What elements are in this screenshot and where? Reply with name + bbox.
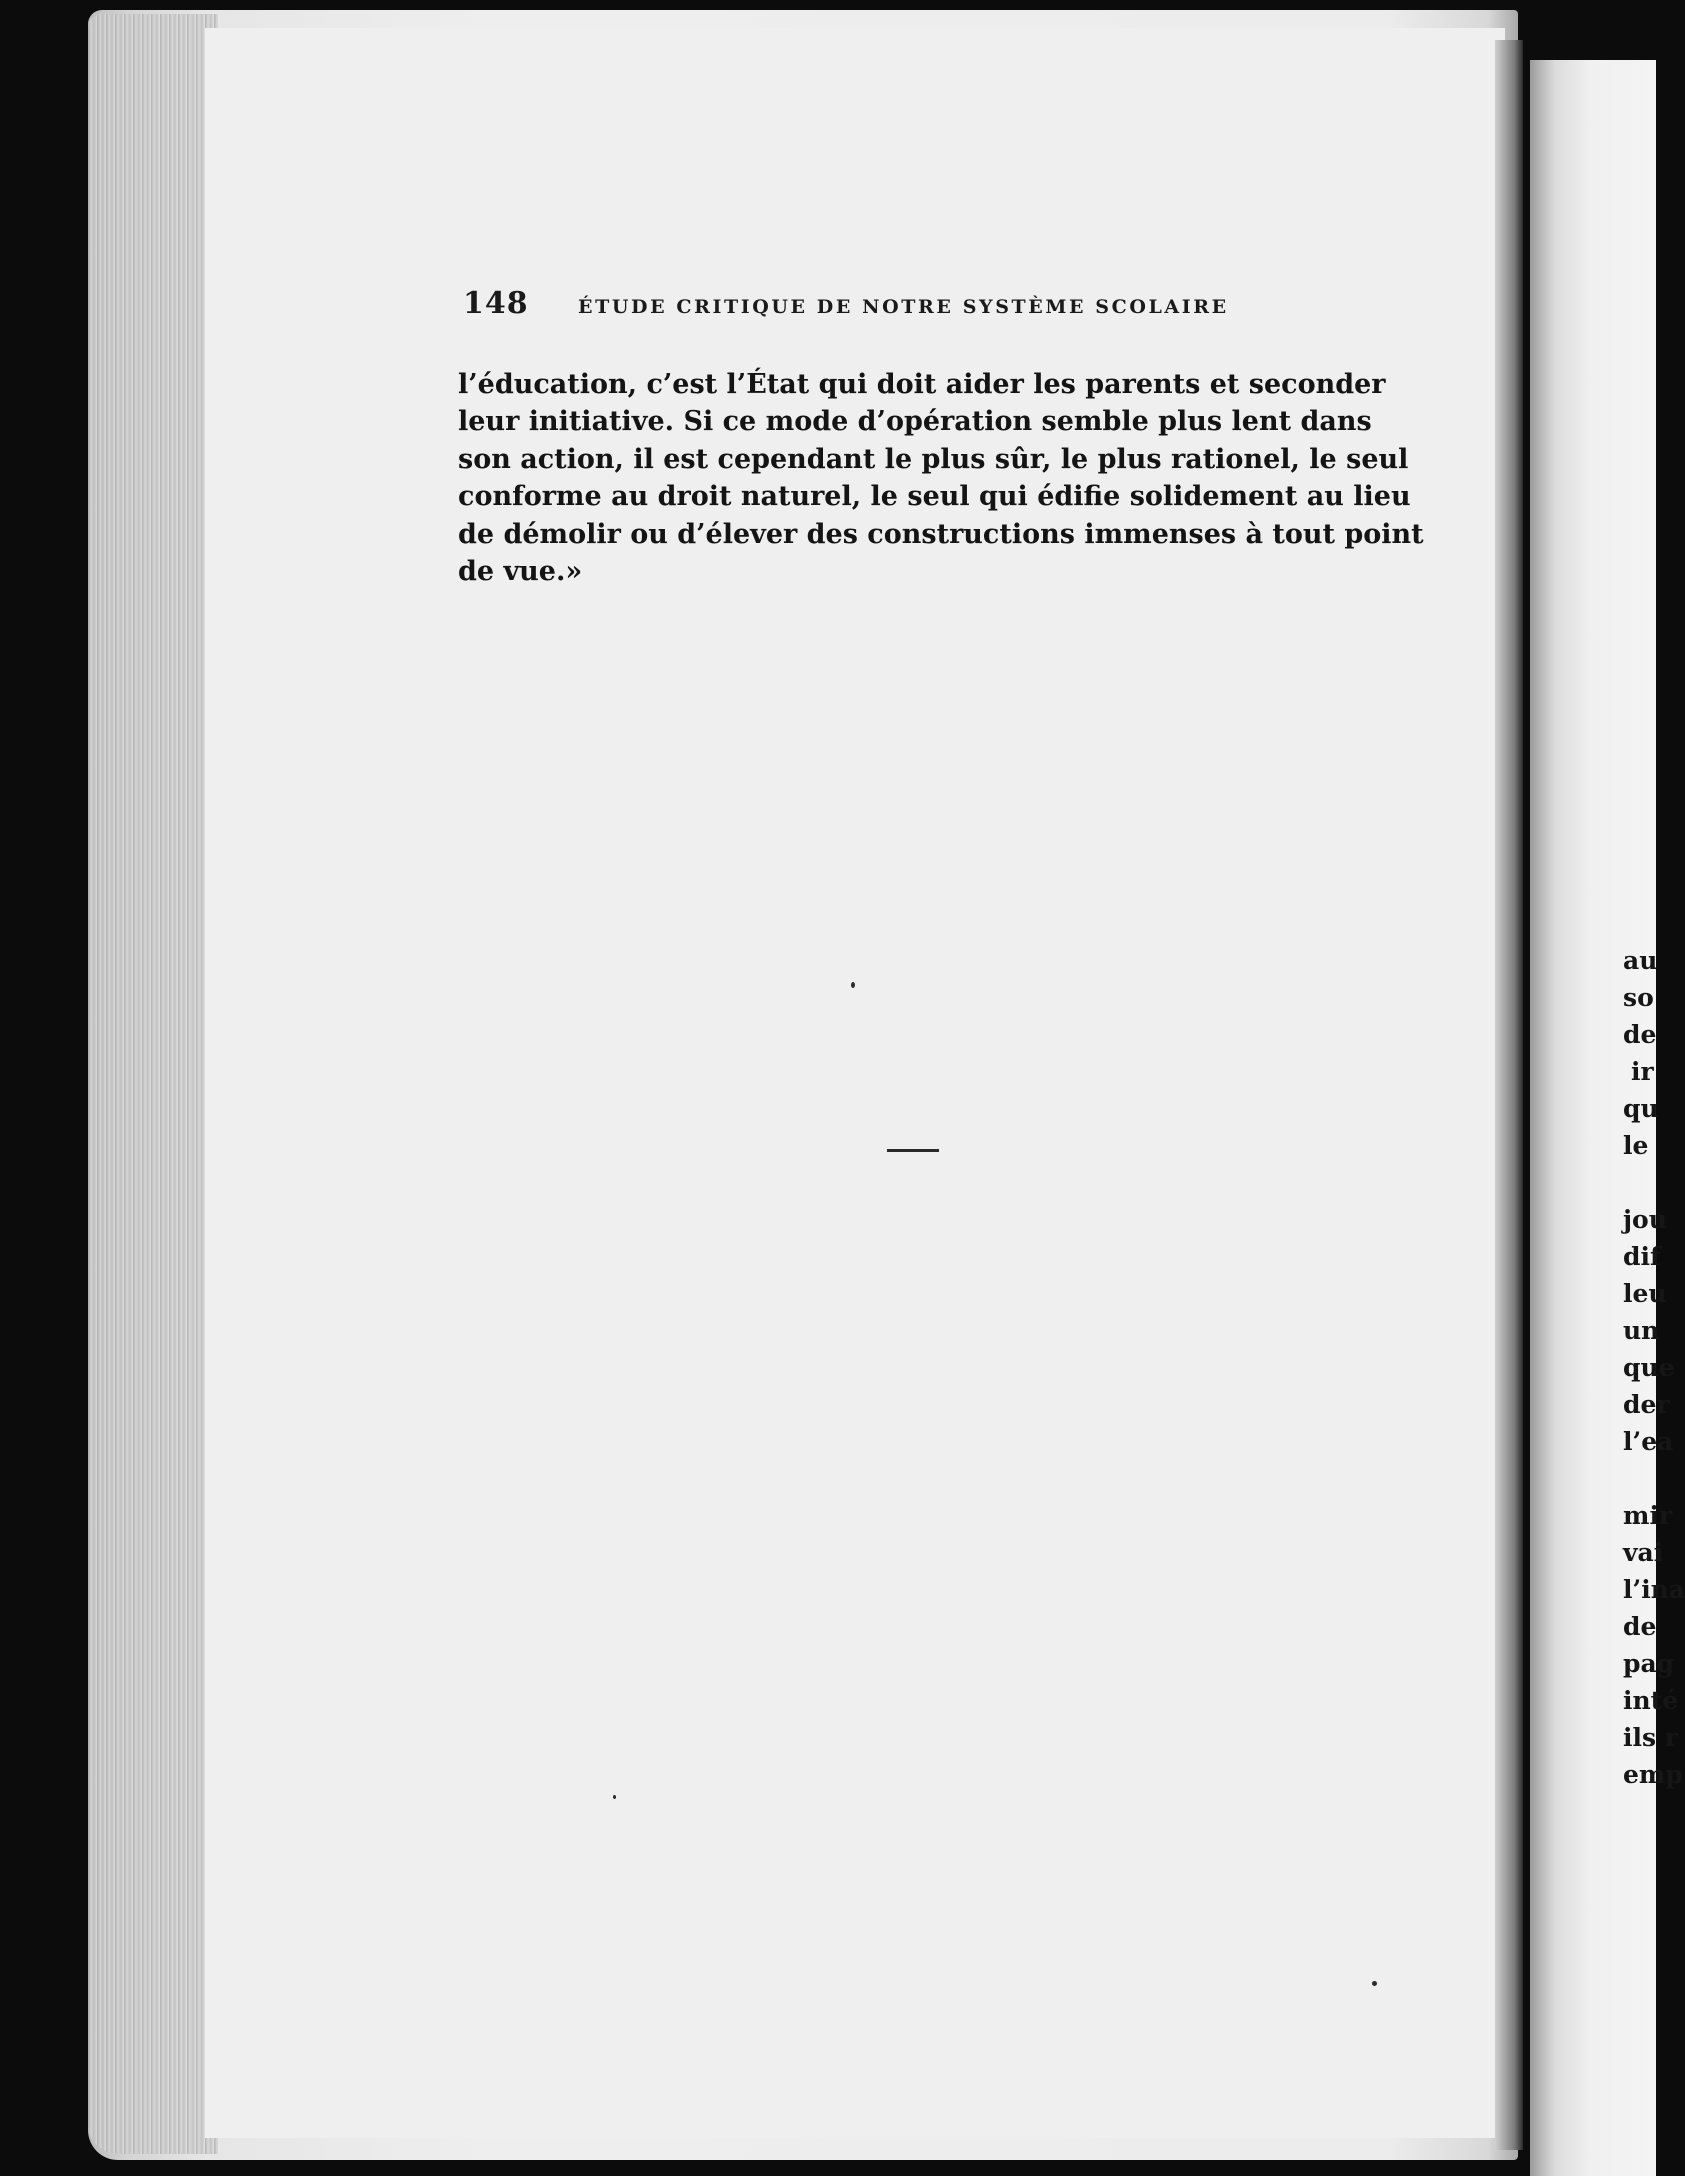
running-head: [463, 286, 1363, 321]
body-line: son action, il est cependant le plus sûr, le plus rationel, le seul: [458, 443, 1409, 475]
speck: [613, 1795, 616, 1799]
right-page-fragment: jou: [1623, 1205, 1667, 1234]
left-page-surface: [205, 28, 1505, 2138]
body-line: l’éducation, c’est l’État qui doit aider les parents et seconder: [458, 369, 1386, 400]
page-edges: [88, 14, 218, 2154]
right-page-fragment: ir: [1631, 1057, 1654, 1086]
right-page-fragment: dif: [1623, 1242, 1661, 1271]
right-page-fragment: so: [1623, 983, 1654, 1012]
right-page-fragment: l’ina: [1623, 1575, 1685, 1604]
body-line: de démolir ou d’élever des constructions immenses à tout point: [458, 518, 1424, 550]
body-paragraph: [458, 366, 1424, 590]
running-title: ÉTUDE CRITIQUE DE NOTRE SYSTÈME SCOLAIRE: [578, 296, 1229, 318]
right-page-fragment: emp: [1623, 1760, 1683, 1789]
right-page-fragment: ils r: [1623, 1723, 1678, 1752]
right-page-fragment: qu: [1623, 1094, 1659, 1123]
right-page-fragment: au: [1623, 946, 1658, 975]
right-page-fragment: inté: [1623, 1686, 1679, 1715]
section-rule: [887, 1149, 939, 1152]
right-page-fragment: leu: [1623, 1279, 1667, 1308]
speck: [1372, 1981, 1377, 1986]
right-page-fragment: vai: [1623, 1538, 1664, 1567]
right-page-fragment: mir: [1623, 1501, 1673, 1530]
right-page-fragment: der: [1623, 1390, 1670, 1419]
body-line: de vue.»: [458, 556, 583, 588]
book-gutter: [1495, 40, 1523, 2150]
right-page-fragment: de: [1623, 1020, 1657, 1049]
right-page-fragment: que: [1623, 1353, 1675, 1382]
body-line: leur initiative. Si ce mode d’opération semble plus lent dans: [458, 406, 1372, 438]
right-page-fragment: un: [1623, 1316, 1660, 1345]
speck: [851, 982, 855, 988]
page-number: 148: [463, 286, 529, 321]
right-page-fragment: de: [1623, 1612, 1657, 1641]
body-line: conforme au droit naturel, le seul qui édifie solidement au lieu: [458, 481, 1411, 513]
right-page-fragment: l’ea: [1623, 1427, 1674, 1456]
right-page-fragment: le: [1623, 1131, 1649, 1160]
right-page-fragment: pag: [1623, 1649, 1675, 1678]
